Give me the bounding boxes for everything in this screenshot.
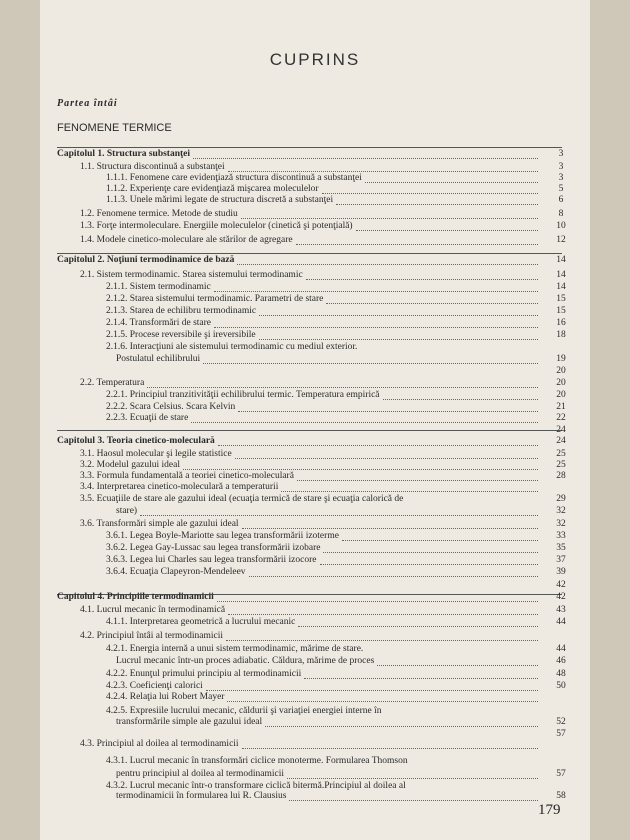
toc-page-number: 20 — [556, 366, 566, 376]
toc-entry — [106, 643, 363, 655]
toc-page-number: 20 — [556, 390, 566, 400]
toc-page-number: 37 — [556, 555, 566, 565]
dot-leader — [296, 244, 538, 245]
toc-entry-title: Lucrul mecanic într-un proces adiabatic. Căldura, mărime de proces — [116, 656, 375, 666]
toc-entry-title: 2.1.2. Starea sistemului termodinamic. Parametri de stare — [106, 294, 324, 304]
toc-entry-title: transformările simple ale gazului ideal — [116, 717, 263, 727]
toc-page-number: 29 — [556, 494, 566, 504]
toc-entry — [80, 738, 239, 750]
dot-leader — [365, 182, 538, 183]
toc-entry-title: 3.6.3. Legea lui Charles sau legea transformării izocore — [106, 555, 317, 565]
dot-leader — [342, 540, 538, 541]
toc-page-number: 14 — [556, 255, 566, 265]
toc-entry-title: 1.1.1. Fenomene care evidenţiază structura discontinuă a substanţei — [106, 173, 362, 183]
toc-page-number: 28 — [556, 471, 566, 481]
dot-leader — [249, 576, 538, 577]
dot-leader — [259, 315, 538, 316]
toc-entry-title: 3.6.2. Legea Gay-Lussac sau legea transformării izobare — [106, 543, 321, 553]
toc-entry — [106, 317, 211, 329]
toc-page-number: 44 — [556, 617, 566, 627]
toc-entry — [116, 768, 284, 780]
toc-entry — [106, 554, 317, 566]
toc-page-number: 10 — [556, 221, 566, 231]
toc-page-number: 57 — [556, 769, 566, 779]
dot-leader — [289, 800, 538, 801]
toc-entry — [80, 377, 144, 389]
dot-leader — [193, 158, 538, 159]
toc-entry-title: 4.2.1. Energia internă a unui sistem termodinamic, mărime de stare. — [106, 644, 364, 654]
toc-entry — [106, 305, 256, 317]
dot-leader — [206, 690, 538, 691]
toc-page-number: 43 — [556, 605, 566, 615]
toc-entry — [116, 716, 262, 728]
toc-entry-title: 2.1.5. Procese reversibile şi ireversibile — [106, 330, 256, 340]
toc-page-number: 21 — [556, 402, 566, 412]
toc-entry-title: Capitolul 3. Teoria cinetico-moleculară — [57, 436, 215, 446]
dot-leader — [297, 480, 538, 481]
toc-entry — [106, 755, 408, 767]
toc-entry-title: 4.2.5. Expresiile lucrului mecanic, căldurii şi variaţiei energiei interne în — [106, 706, 382, 716]
dot-leader — [140, 515, 538, 516]
toc-chapter-entry — [57, 591, 214, 603]
toc-entry — [116, 505, 137, 517]
toc-page-number: 3 — [558, 162, 564, 172]
toc-entry-title: 1.2. Fenomene termice. Metode de studiu — [80, 209, 238, 219]
toc-entry-title: 4.2.4. Relaţia lui Robert Mayer — [106, 692, 225, 702]
toc-page-number: 3 — [558, 173, 564, 183]
toc-entry-title: 3.5. Ecuaţiile de stare ale gazului ideal (ecuaţia termică de stare şi ecuaţia calorică de — [80, 494, 404, 504]
dot-leader — [377, 665, 538, 666]
toc-entry — [80, 493, 403, 505]
table-of-contents — [40, 0, 590, 840]
dot-leader — [238, 411, 538, 412]
dot-leader — [147, 387, 538, 388]
toc-entry — [80, 604, 225, 616]
toc-page-number: 5 — [558, 184, 564, 194]
toc-entry — [106, 341, 357, 353]
toc-page-number: 42 — [556, 592, 566, 602]
toc-entry-title: 4.1.1. Interpretarea geometrică a lucrului mecanic — [106, 617, 296, 627]
toc-page-number: 24 — [556, 425, 566, 435]
toc-entry-title: 4.2. Principiul întâi al termodinamicii — [80, 631, 224, 641]
dot-leader — [320, 564, 538, 565]
toc-entry — [80, 269, 303, 281]
toc-entry-title: 4.2.2. Enunţul primului principiu al termodinamicii — [106, 669, 302, 679]
toc-page-number: 15 — [556, 306, 566, 316]
toc-entry-title: Capitolul 2. Noţiuni termodinamice de bază — [57, 255, 235, 265]
dot-leader — [228, 614, 538, 615]
dot-leader — [336, 204, 538, 205]
toc-page-number: 15 — [556, 294, 566, 304]
dot-leader — [227, 701, 538, 702]
toc-entry-title: Capitolul 4. Principiile termodinamicii — [57, 592, 214, 602]
toc-entry-title: 1.3. Forţe intermoleculare. Energiile moleculelor (cinetică şi potenţială) — [80, 221, 353, 231]
toc-entry — [116, 655, 374, 667]
dot-leader — [326, 303, 538, 304]
toc-entry-title: 2.2.2. Scara Celsius. Scara Kelvin — [106, 402, 236, 412]
dot-leader — [241, 218, 538, 219]
toc-chapter-entry — [57, 148, 190, 160]
toc-entry-title: 4.3.1. Lucrul mecanic în transformări ciclice monoterme. Formularea Thomson — [106, 756, 408, 766]
toc-page-number: 42 — [556, 580, 566, 590]
toc-entry — [80, 208, 238, 220]
dot-leader — [323, 552, 538, 553]
section-heading: FENOMENE TERMICE — [57, 122, 172, 134]
toc-page-number: 57 — [556, 729, 566, 739]
toc-entry — [80, 518, 239, 530]
toc-entry — [106, 542, 320, 554]
toc-entry-title: 2.1.1. Sistem termodinamic — [106, 282, 211, 292]
dot-leader — [214, 327, 538, 328]
toc-entry-title: 2.2.1. Principiul tranzitivităţii echilibrului termic. Temperatura empirică — [106, 390, 380, 400]
toc-page-number: 20 — [556, 378, 566, 388]
toc-entry-title: 1.1.2. Experienţe care evidenţiază mişcarea moleculelor — [106, 184, 319, 194]
toc-entry-title: 4.1. Lucrul mecanic în termodinamică — [80, 605, 226, 615]
toc-page-number: 39 — [556, 567, 566, 577]
toc-page-number: 14 — [556, 270, 566, 280]
toc-entry-title: 1.1. Structura discontinuă a substanţei — [80, 162, 225, 172]
toc-entry-title: 3.6.1. Legea Boyle-Mariotte sau legea transformării izoterme — [106, 531, 339, 541]
toc-page-number: 25 — [556, 449, 566, 459]
toc-entry — [116, 790, 286, 802]
toc-page-number: 24 — [556, 436, 566, 446]
toc-entry-title: 2.1.3. Starea de echilibru termodinamic — [106, 306, 257, 316]
toc-entry — [106, 566, 246, 578]
toc-page-number: 22 — [556, 413, 566, 423]
dot-leader — [265, 726, 538, 727]
dot-leader — [298, 626, 538, 627]
toc-page-number: 52 — [556, 717, 566, 727]
toc-entry — [106, 530, 339, 542]
toc-entry — [106, 389, 380, 401]
toc-entry-title: 3.3. Formula fundamentală a teoriei cinetico-moleculară — [80, 471, 294, 481]
toc-entry-title: 4.3. Principiul al doilea al termodinamicii — [80, 739, 239, 749]
dot-leader — [235, 458, 538, 459]
dot-leader — [281, 491, 538, 492]
toc-page-number: 6 — [558, 195, 564, 205]
dot-leader — [226, 640, 538, 641]
dot-leader — [306, 279, 538, 280]
toc-entry-title: 1.4. Modele cinetico-moleculare ale stărilor de agregare — [80, 235, 293, 245]
toc-entry — [80, 630, 223, 642]
toc-entry — [106, 293, 323, 305]
toc-entry — [106, 281, 211, 293]
toc-entry-title: 2.2. Temperatura — [80, 378, 145, 388]
toc-chapter-entry — [57, 435, 215, 447]
toc-page-number: 32 — [556, 506, 566, 516]
toc-entry-title: 2.1.6. Interacţiuni ale sistemului termodinamic cu mediul exterior. — [106, 342, 358, 352]
dot-leader — [356, 230, 538, 231]
toc-entry-title: 2.1. Sistem termodinamic. Starea sistemului termodinamic — [80, 270, 303, 280]
page-number: 179 — [538, 802, 561, 818]
toc-entry — [106, 668, 301, 680]
toc-entry-title: pentru principiul al doilea al termodinamicii — [116, 769, 285, 779]
toc-entry-title: stare) — [116, 506, 138, 516]
page-title: CUPRINS — [269, 50, 361, 69]
toc-entry — [106, 691, 224, 703]
toc-entry — [80, 234, 293, 246]
toc-entry — [106, 194, 333, 206]
toc-entry — [80, 220, 353, 232]
dot-leader — [287, 778, 538, 779]
toc-entry — [106, 329, 256, 341]
dot-leader — [237, 264, 538, 265]
toc-page-number: 32 — [556, 519, 566, 529]
toc-page-number: 50 — [556, 681, 566, 691]
toc-page-number: 14 — [556, 282, 566, 292]
toc-entry — [106, 616, 295, 628]
toc-entry-title: 4.3.2. Lucrul mecanic într-o transformare ciclică bitermă.Principiul al doilea al — [106, 781, 406, 791]
toc-entry — [80, 481, 278, 493]
toc-page-number: 46 — [556, 656, 566, 666]
toc-page-number: 44 — [556, 644, 566, 654]
toc-entry-title: termodinamicii în formularea lui R. Clausius — [116, 791, 287, 801]
toc-entry — [106, 412, 188, 424]
book-page — [40, 0, 590, 840]
dot-leader — [191, 422, 538, 423]
toc-page-number: 16 — [556, 318, 566, 328]
dot-leader — [218, 445, 538, 446]
toc-entry — [116, 353, 200, 365]
toc-entry-title: 2.1.4. Transformări de stare — [106, 318, 212, 328]
toc-page-number: 48 — [556, 669, 566, 679]
toc-chapter-entry — [57, 254, 234, 266]
toc-entry-title: 3.6.4. Ecuaţia Clapeyron-Mendeleev — [106, 567, 246, 577]
dot-leader — [242, 528, 538, 529]
toc-entry-title: 4.2.3. Coeficienţi calorici — [106, 681, 203, 691]
dot-leader — [214, 291, 538, 292]
toc-page-number: 3 — [558, 149, 564, 159]
toc-page-number: 19 — [556, 354, 566, 364]
toc-page-number: 8 — [558, 209, 564, 219]
dot-leader — [304, 678, 538, 679]
toc-entry-title: Capitolul 1. Structura substanţei — [57, 149, 191, 159]
toc-entry-title: Postulatul echilibrului — [116, 354, 201, 364]
toc-page-number: 18 — [556, 330, 566, 340]
dot-leader — [203, 363, 538, 364]
part-heading: Partea întâi — [57, 98, 118, 109]
toc-entry-title: 3.1. Haosul molecular şi legile statistice — [80, 449, 232, 459]
toc-page-number: 58 — [556, 791, 566, 801]
dot-leader — [242, 748, 538, 749]
toc-page-number: 33 — [556, 531, 566, 541]
toc-entry-title: 2.2.3. Ecuaţii de stare — [106, 413, 189, 423]
toc-entry-title: 3.2. Modelul gazului ideal — [80, 460, 180, 470]
toc-page-number: 12 — [556, 235, 566, 245]
dot-leader — [383, 399, 538, 400]
toc-page-number: 25 — [556, 460, 566, 470]
toc-page-number: 35 — [556, 543, 566, 553]
toc-entry-title: 3.4. Interpretarea cinetico-moleculară a temperaturii — [80, 482, 279, 492]
toc-entry-title: 1.1.3. Unele mărimi legate de structura discretă a substanţei — [106, 195, 334, 205]
dot-leader — [217, 601, 538, 602]
dot-leader — [322, 193, 538, 194]
toc-entry-title: 3.6. Transformări simple ale gazului ideal — [80, 519, 239, 529]
dot-leader — [259, 339, 538, 340]
